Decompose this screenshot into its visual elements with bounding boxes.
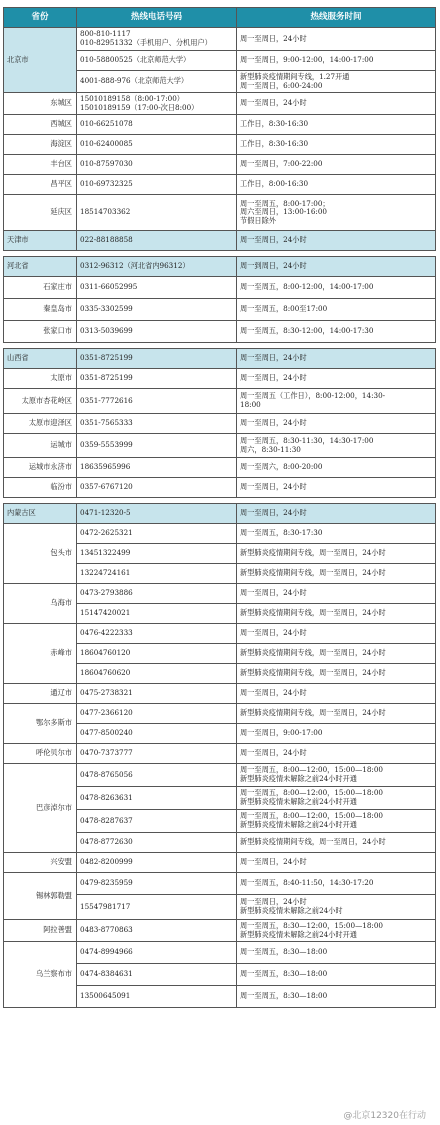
hours-cell: 工作日，8:00-16:30 (237, 175, 436, 195)
hours-cell: 周一至周日，24小时 (237, 584, 436, 604)
region-cell: 包头市 (4, 524, 77, 584)
phone-cell: 0476-4222333 (77, 624, 237, 644)
phone-cell: 010-66251078 (77, 115, 237, 135)
table-row (4, 28, 436, 51)
hours-cell: 周一至周五（工作日），8:00-12:00，14:30- 18:00 (237, 389, 436, 414)
region-cell: 太原市杏花岭区 (4, 389, 77, 414)
province-cell: 天津市 (4, 231, 77, 251)
table-row (4, 155, 436, 175)
phone-cell: 0478-8772630 (77, 833, 237, 853)
phone-cell: 010-58800525（北京师范大学） (77, 51, 237, 71)
table-row (4, 853, 436, 873)
table-row (4, 389, 436, 414)
hours-cell: 周一至周五，8:30—18:00 (237, 942, 436, 964)
region-cell: 秦皇岛市 (4, 299, 77, 321)
hours-cell: 周一至周五，8:00-12:00，14:00-17:00 (237, 277, 436, 299)
hours-cell: 周一至周五，8:30—18:00 (237, 964, 436, 986)
hours-cell: 周一至周五，8:00—12:00，15:00—18:00 新型肺炎疫情未解除之前24小时开通 (237, 810, 436, 833)
header-row (4, 8, 436, 28)
table-row (4, 299, 436, 321)
header-province: 省份 (4, 8, 77, 28)
hours-cell: 周一至周日，24小时 (237, 853, 436, 873)
hours-cell: 周一至周五，8:00至17:00 (237, 299, 436, 321)
hours-cell: 周一至周六，8:00-20:00 (237, 458, 436, 478)
region-cell: 西城区 (4, 115, 77, 135)
phone-cell: 0351-8725199 (77, 369, 237, 389)
hours-cell: 新型肺炎疫情期间专线，周一至周日，24小时 (237, 704, 436, 724)
hours-cell: 周一至周五，8:00-17:00； 周六至周日，13:00-16:00 节假日除外 (237, 195, 436, 231)
province-cell: 内蒙古区 (4, 504, 77, 524)
region-cell: 运城市 (4, 434, 77, 458)
phone-cell: 0311-66052995 (77, 277, 237, 299)
hours-cell: 周一至周日，24小时 (237, 349, 436, 369)
hours-cell: 周一至周五，8:30-17:30 (237, 524, 436, 544)
phone-cell: 0359-5553999 (77, 434, 237, 458)
province-row (4, 257, 436, 277)
province-cell: 山西省 (4, 349, 77, 369)
table-row (4, 942, 436, 964)
region-cell: 昌平区 (4, 175, 77, 195)
table-row (4, 135, 436, 155)
hours-cell: 周一至周五，8:30-11:30，14:30-17:00 周六，8:30-11:30 (237, 434, 436, 458)
hours-cell: 周一至周日，24小时 (237, 478, 436, 498)
hours-cell: 周一至周日，24小时 (237, 231, 436, 251)
phone-cell: 0474-8994966 (77, 942, 237, 964)
phone-cell: 15547981717 (77, 895, 237, 920)
phone-cell: 13451322499 (77, 544, 237, 564)
province-cell: 北京市 (4, 28, 77, 93)
table-row (4, 115, 436, 135)
region-cell: 阿拉善盟 (4, 920, 77, 942)
phone-cell: 18604760620 (77, 664, 237, 684)
phone-cell: 0478-8263631 (77, 787, 237, 810)
hours-cell: 新型肺炎疫情期间专线，周一至周日，24小时 (237, 644, 436, 664)
table-row (4, 434, 436, 458)
hours-cell: 周一至周日，9:00-17:00 (237, 724, 436, 744)
phone-cell: 0474-8384631 (77, 964, 237, 986)
phone-cell: 010-62400085 (77, 135, 237, 155)
hours-cell: 周一至周日，7:00-22:00 (237, 155, 436, 175)
phone-cell: 0470-7373777 (77, 744, 237, 764)
phone-cell: 010-69732325 (77, 175, 237, 195)
table-row (4, 584, 436, 604)
phone-cell: 0351-7565333 (77, 414, 237, 434)
table-row (4, 524, 436, 544)
hours-cell: 周一至周五，8:00—12:00，15:00—18:00 新型肺炎疫情未解除之前24小时开通 (237, 787, 436, 810)
region-cell: 乌海市 (4, 584, 77, 624)
province-row (4, 231, 436, 251)
table-row (4, 684, 436, 704)
table-row (4, 175, 436, 195)
region-cell: 东城区 (4, 93, 77, 115)
region-cell: 赤峰市 (4, 624, 77, 684)
table-row (4, 277, 436, 299)
hours-cell: 周一到周日，24小时 (237, 257, 436, 277)
phone-cell: 0472-2625321 (77, 524, 237, 544)
hours-cell: 周一至周日，24小时 (237, 414, 436, 434)
hours-cell: 周一至周日，24小时 (237, 28, 436, 51)
hours-cell: 周一至周五，8:30—18:00 (237, 986, 436, 1008)
phone-cell: 0473-2793886 (77, 584, 237, 604)
phone-cell: 13500645091 (77, 986, 237, 1008)
phone-cell: 010-87597030 (77, 155, 237, 175)
hours-cell: 周一至周日，24小时 新型肺炎疫情未解除之前24小时 (237, 895, 436, 920)
region-cell: 鄂尔多斯市 (4, 704, 77, 744)
phone-cell: 0483-8770863 (77, 920, 237, 942)
region-cell: 海淀区 (4, 135, 77, 155)
region-cell: 张家口市 (4, 321, 77, 343)
hours-cell: 周一至周五，8:30-12:00，14:00-17:30 (237, 321, 436, 343)
phone-cell: 0313-5039699 (77, 321, 237, 343)
phone-cell: 4001-888-976（北京师范大学） (77, 71, 237, 93)
region-cell: 太原市 (4, 369, 77, 389)
hours-cell: 工作日，8:30-16:30 (237, 135, 436, 155)
phone-cell: 15010189158（8:00-17:00） 15010189159（17:00-次日8:00） (77, 93, 237, 115)
phone-cell: 0312-96312（河北省内96312） (77, 257, 237, 277)
table-row (4, 873, 436, 895)
phone-cell: 022-88188858 (77, 231, 237, 251)
phone-cell: 0335-3302599 (77, 299, 237, 321)
phone-cell: 0351-8725199 (77, 349, 237, 369)
phone-cell: 18514703362 (77, 195, 237, 231)
hours-cell: 工作日，8:30-16:30 (237, 115, 436, 135)
hours-cell: 周一至周日，24小时 (237, 684, 436, 704)
table-row (4, 195, 436, 231)
phone-cell: 0475-2738321 (77, 684, 237, 704)
province-row (4, 349, 436, 369)
hours-cell: 周一至周日，24小时 (237, 744, 436, 764)
hours-cell: 新型肺炎疫情期间专线，周一至周日，24小时 (237, 564, 436, 584)
hours-cell: 周一至周日，24小时 (237, 369, 436, 389)
hours-cell: 新型肺炎疫情期间专线，1.27开通 周一至周日，6:00-24:00 (237, 71, 436, 93)
table-row (4, 704, 436, 724)
inner-mongolia-cities (4, 524, 436, 1008)
header-phone: 热线电话号码 (77, 8, 237, 28)
phone-cell: 0471-12320-5 (77, 504, 237, 524)
table-row (4, 764, 436, 787)
table-row (4, 369, 436, 389)
table-row (4, 93, 436, 115)
table-row (4, 458, 436, 478)
hours-cell: 周一至周五，8:40-11:50，14:30-17:20 (237, 873, 436, 895)
table-row (4, 920, 436, 942)
hours-cell: 周一至周日，24小时 (237, 504, 436, 524)
region-cell: 呼伦贝尔市 (4, 744, 77, 764)
region-cell: 延庆区 (4, 195, 77, 231)
table-row (4, 624, 436, 644)
region-cell: 乌兰察布市 (4, 942, 77, 1008)
hours-cell: 周一至周日，24小时 (237, 93, 436, 115)
hours-cell: 周一至周五，8:00—12:00，15:00—18:00 新型肺炎疫情未解除之前24小时开通 (237, 764, 436, 787)
phone-cell: 0351-7772616 (77, 389, 237, 414)
region-cell: 太原市迎泽区 (4, 414, 77, 434)
phone-cell: 0477-2366120 (77, 704, 237, 724)
hours-cell: 新型肺炎疫情期间专线，周一至周日，24小时 (237, 604, 436, 624)
header-hours: 热线服务时间 (237, 8, 436, 28)
phone-cell: 0478-8287637 (77, 810, 237, 833)
phone-cell: 13224724161 (77, 564, 237, 584)
phone-cell: 0477-8500240 (77, 724, 237, 744)
phone-cell: 0478-8765056 (77, 764, 237, 787)
hours-cell: 周一至周日，24小时 (237, 624, 436, 644)
region-cell: 锡林郭勒盟 (4, 873, 77, 920)
phone-cell: 0482-8200999 (77, 853, 237, 873)
region-cell: 石家庄市 (4, 277, 77, 299)
watermark: @北京12320在行动 (343, 1111, 426, 1121)
region-cell: 兴安盟 (4, 853, 77, 873)
phone-cell: 18635965996 (77, 458, 237, 478)
hours-cell: 周一至周日，9:00-12:00，14:00-17:00 (237, 51, 436, 71)
phone-cell: 0479-8235959 (77, 873, 237, 895)
phone-cell: 0357-6767120 (77, 478, 237, 498)
table-row (4, 478, 436, 498)
region-cell: 丰台区 (4, 155, 77, 175)
hours-cell: 新型肺炎疫情期间专线，周一至周日，24小时 (237, 664, 436, 684)
region-cell: 通辽市 (4, 684, 77, 704)
province-cell: 河北省 (4, 257, 77, 277)
hotline-table (3, 7, 436, 1008)
table-row (4, 321, 436, 343)
phone-cell: 800-810-1117 010-82951332（手机用户、分机用户） (77, 28, 237, 51)
region-cell: 临汾市 (4, 478, 77, 498)
phone-cell: 18604760120 (77, 644, 237, 664)
region-cell: 巴彦淖尔市 (4, 764, 77, 853)
table-row (4, 414, 436, 434)
hours-cell: 新型肺炎疫情期间专线，周一至周日，24小时 (237, 833, 436, 853)
hours-cell: 周一至周五，8:30—12:00，15:00—18:00 新型肺炎疫情未解除之前24小时开通 (237, 920, 436, 942)
hours-cell: 新型肺炎疫情期间专线，周一至周日，24小时 (237, 544, 436, 564)
province-row (4, 504, 436, 524)
region-cell: 运城市永济市 (4, 458, 77, 478)
table-row (4, 744, 436, 764)
phone-cell: 15147420021 (77, 604, 237, 624)
